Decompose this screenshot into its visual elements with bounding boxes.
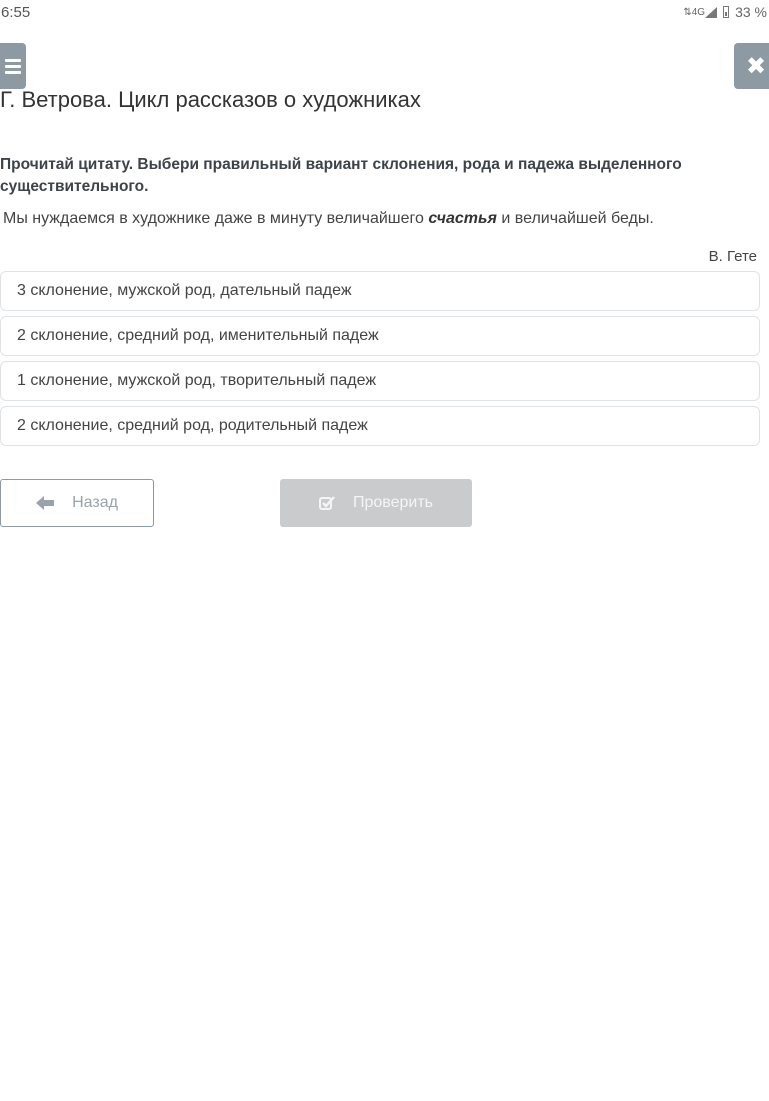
arrow-left-icon: [36, 496, 54, 510]
menu-button[interactable]: [0, 43, 26, 89]
hamburger-menu-icon: [5, 59, 21, 74]
close-button[interactable]: [734, 43, 769, 89]
data-transfer-icon: ⇅: [683, 6, 692, 18]
answer-options: [0, 271, 760, 451]
network-type: 4G: [691, 6, 706, 18]
quote-text-after: и величайшей беды.: [496, 210, 654, 227]
network-indicator: [683, 7, 717, 18]
signal-icon: [705, 7, 717, 18]
quote-text-before: Мы нуждаемся в художнике даже в минуту величайшего: [3, 210, 429, 227]
quote-author: В. Гете: [708, 248, 757, 265]
checkbox-check-icon: [319, 495, 335, 511]
check-button-label: Проверить: [352, 494, 433, 511]
answer-option-3[interactable]: 1 склонение, мужской род, творительный падеж: [0, 361, 760, 401]
answer-option-1[interactable]: 3 склонение, мужской род, дательный падеж: [0, 271, 760, 311]
check-button[interactable]: [280, 479, 472, 527]
battery-icon: [723, 6, 729, 18]
back-button-label: Назад: [72, 494, 118, 511]
close-icon: ✖: [746, 52, 767, 80]
status-indicators: [683, 4, 767, 20]
highlighted-noun: счастья: [428, 210, 497, 227]
status-time: 6:55: [1, 4, 31, 21]
battery-level: 33 %: [735, 4, 767, 20]
status-bar: [0, 0, 769, 26]
back-button[interactable]: [0, 479, 154, 527]
answer-option-2[interactable]: 2 склонение, средний род, именительный падеж: [0, 316, 760, 356]
quote: [3, 210, 654, 228]
answer-option-4[interactable]: 2 склонение, средний род, родительный падеж: [0, 406, 760, 446]
task-instruction: Прочитай цитату. Выбери правильный вариант склонения, рода и падежа выделенного существительного.: [0, 156, 682, 195]
page-title: Г. Ветрова. Цикл рассказов о художниках: [0, 87, 421, 112]
